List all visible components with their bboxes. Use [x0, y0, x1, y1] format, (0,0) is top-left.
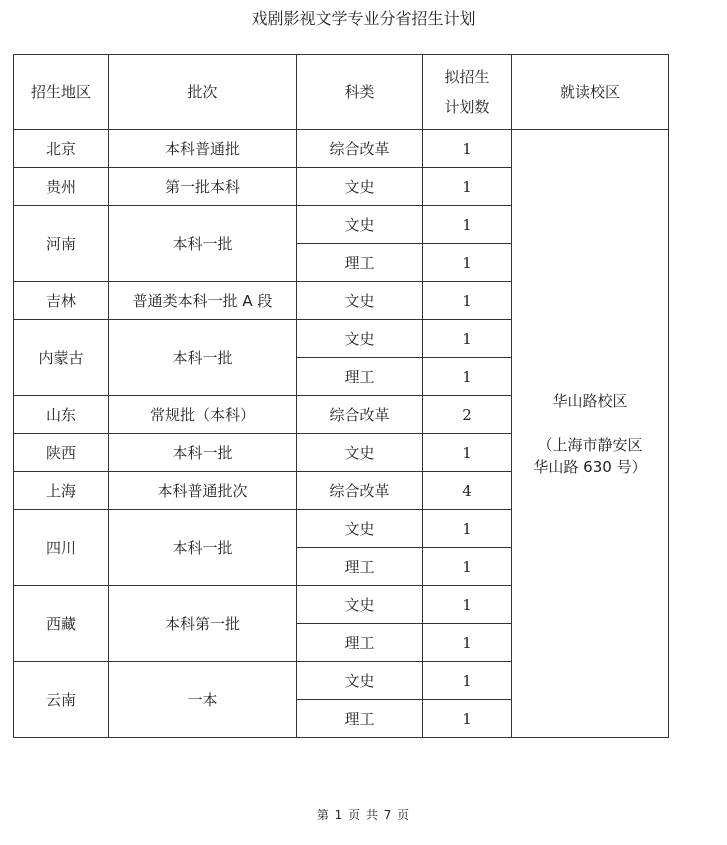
batch-cell: 本科一批 [109, 320, 297, 396]
region-cell: 山东 [14, 396, 109, 434]
plan-count-cell: 1 [423, 282, 512, 320]
plan-count-cell: 1 [423, 358, 512, 396]
region-cell: 北京 [14, 130, 109, 168]
category-cell: 理工 [297, 624, 423, 662]
region-cell: 河南 [14, 206, 109, 282]
plan-count-cell: 1 [423, 700, 512, 738]
region-cell: 四川 [14, 510, 109, 586]
plan-count-cell: 2 [423, 396, 512, 434]
plan-count-cell: 1 [423, 510, 512, 548]
region-cell: 贵州 [14, 168, 109, 206]
table-header-row [14, 55, 669, 130]
plan-count-cell: 1 [423, 244, 512, 282]
page-footer: 第 1 页 共 7 页 [316, 808, 411, 822]
header-campus: 就读校区 [512, 55, 669, 130]
region-cell: 西藏 [14, 586, 109, 662]
plan-count-cell: 4 [423, 472, 512, 510]
plan-count-cell: 1 [423, 168, 512, 206]
category-cell: 综合改革 [297, 396, 423, 434]
plan-count-cell: 1 [423, 130, 512, 168]
category-cell: 理工 [297, 244, 423, 282]
header-category: 科类 [297, 55, 423, 130]
batch-cell: 常规批（本科） [109, 396, 297, 434]
plan-count-cell: 1 [423, 662, 512, 700]
header-plan-count-line1: 拟招生 [444, 68, 490, 86]
plan-count-cell: 1 [423, 624, 512, 662]
category-cell: 文史 [297, 510, 423, 548]
header-region: 招生地区 [14, 55, 109, 130]
batch-cell: 本科一批 [109, 206, 297, 282]
region-cell: 陕西 [14, 434, 109, 472]
batch-cell: 一本 [109, 662, 297, 738]
batch-cell: 本科普通批次 [109, 472, 297, 510]
header-plan-count-line2: 计划数 [444, 98, 490, 116]
header-plan-count [423, 55, 512, 130]
region-cell: 吉林 [14, 282, 109, 320]
category-cell: 理工 [297, 548, 423, 586]
campus-address-line1: （上海市静安区 [537, 435, 643, 454]
plan-count-cell: 1 [423, 206, 512, 244]
batch-cell: 本科一批 [109, 434, 297, 472]
plan-count-cell: 1 [423, 548, 512, 586]
batch-cell: 普通类本科一批 A 段 [109, 282, 297, 320]
plan-count-cell: 1 [423, 320, 512, 358]
region-cell: 内蒙古 [14, 320, 109, 396]
batch-cell: 本科第一批 [109, 586, 297, 662]
plan-count-cell: 1 [423, 434, 512, 472]
category-cell: 文史 [297, 320, 423, 358]
category-cell: 文史 [297, 434, 423, 472]
category-cell: 理工 [297, 358, 423, 396]
batch-cell: 第一批本科 [109, 168, 297, 206]
batch-cell: 本科一批 [109, 510, 297, 586]
category-cell: 理工 [297, 700, 423, 738]
category-cell: 综合改革 [297, 472, 423, 510]
batch-cell: 本科普通批 [109, 130, 297, 168]
category-cell: 文史 [297, 206, 423, 244]
category-cell: 文史 [297, 662, 423, 700]
campus-cell [512, 130, 669, 738]
category-cell: 文史 [297, 168, 423, 206]
campus-address-line2: 华山路 630 号） [533, 457, 647, 476]
category-cell: 文史 [297, 586, 423, 624]
category-cell: 综合改革 [297, 130, 423, 168]
category-cell: 文史 [297, 282, 423, 320]
plan-count-cell: 1 [423, 586, 512, 624]
region-cell: 云南 [14, 662, 109, 738]
region-cell: 上海 [14, 472, 109, 510]
enrollment-plan-table [13, 54, 669, 738]
table-row [14, 130, 669, 168]
header-batch: 批次 [109, 55, 297, 130]
campus-name: 华山路校区 [552, 391, 628, 410]
document-title: 戏剧影视文学专业分省招生计划 [251, 9, 476, 28]
